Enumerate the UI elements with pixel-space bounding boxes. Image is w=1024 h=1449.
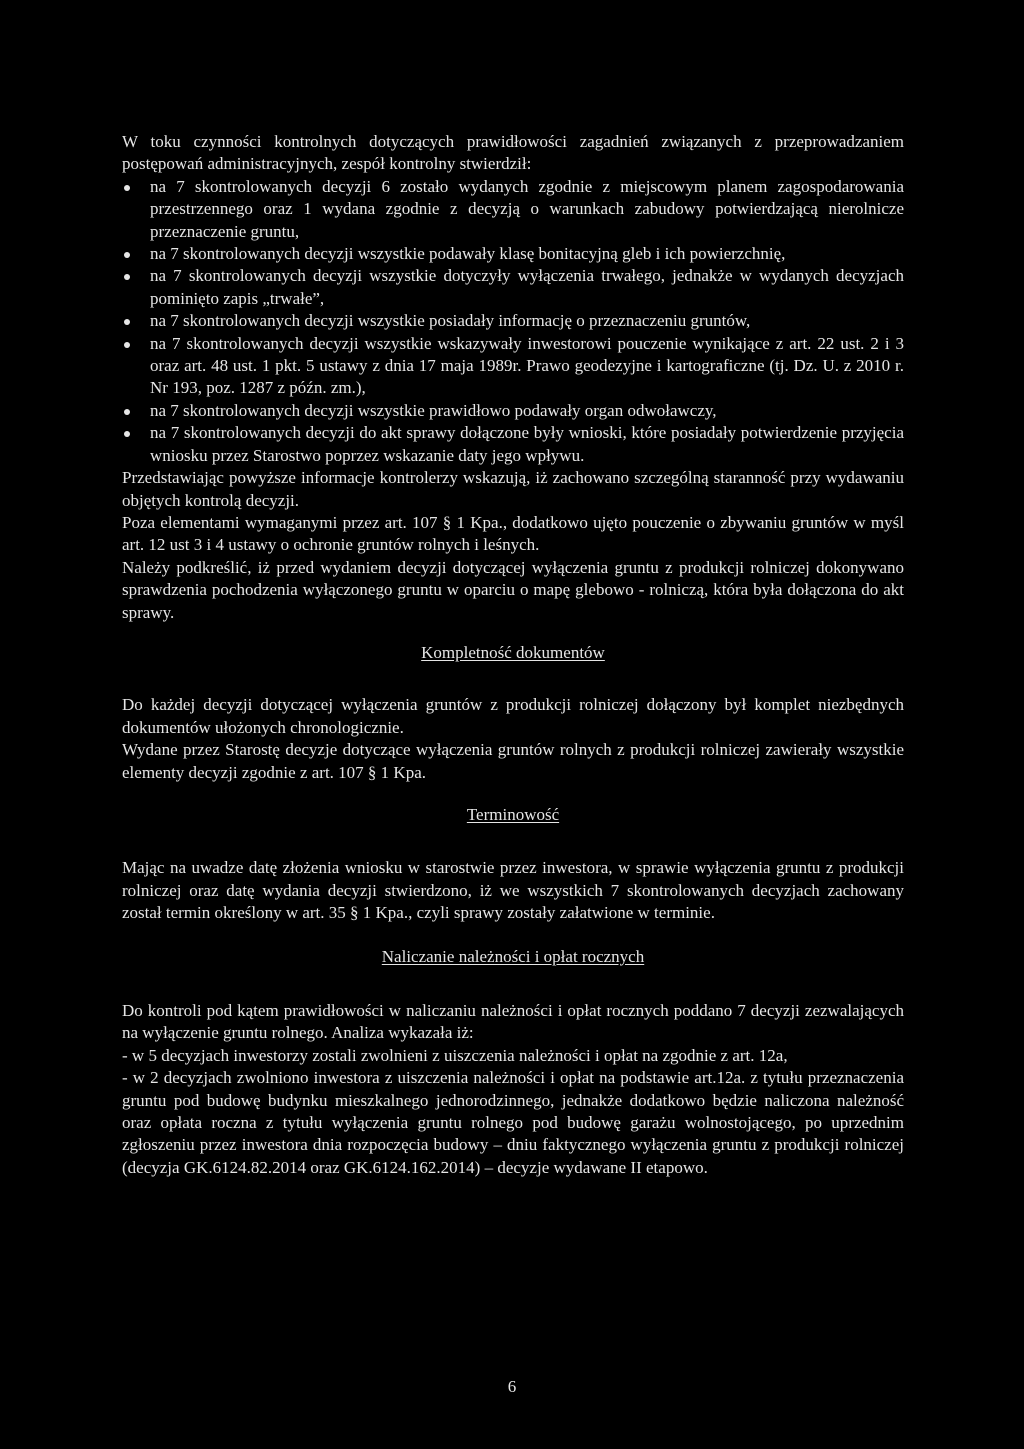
list-item [122,265,904,310]
intro-paragraph: W toku czynności kontrolnych dotyczących prawidłowości zagadnień związanych z przeprowadzaniem postępowań administracyjnych, zespół kontrolny stwierdził: [122,132,904,174]
bullet-icon [124,252,130,258]
summary-paragraph: Przedstawiając powyższe informacje kontrolerzy wskazują, iż zachowano szczególną staranność przy wydawaniu objętych kontrolą decyzji. [122,468,904,510]
list-item [122,422,904,467]
bullet-icon [124,409,130,415]
list-item-text: na 7 skontrolowanych decyzji wszystkie podawały klasę bonitacyjną gleb i ich powierzchnię, [150,244,786,264]
bullet-icon [124,431,130,437]
findings-list [122,176,904,467]
bullet-icon [124,319,130,325]
section-paragraph: - w 5 decyzjach inwestorzy zostali zwolnieni z uiszczenia należności i opłat na zgodnie z art. 12a, [122,1045,788,1065]
section-paragraph: - w 2 decyzjach zwolniono inwestora z uiszczenia należności i opłat na podstawie art.12a. z tytułu przeznaczenia gruntu pod budowę budynku mieszkalnego jednorodzinnego, jednakże dodatkowo będzie naliczona należność oraz opłata roczna z tytułu wyłączenia gruntu rolnego pod budowę garażu wolnostojącego, po uprzednim zgłoszeniu przez inwestora dnia rozpoczęcia budowy – dniu faktycznego wyłączenia gruntu z produkcji rolniczej (decyzja GK.6124.82.2014 oraz GK.6124.162.2014) – decyzje wydawane II etapowo. [122,1068,904,1177]
section-paragraph: Do każdej decyzji dotyczącej wyłączenia gruntów z produkcji rolniczej dołączony był komplet niezbędnych dokumentów ułożonych chronologicznie. [122,695,904,737]
list-item-text: na 7 skontrolowanych decyzji wszystkie prawidłowo podawały organ odwoławczy, [150,400,717,420]
page-content [122,131,904,1179]
list-item [122,310,904,332]
section-paragraph: Do kontroli pod kątem prawidłowości w naliczaniu należności i opłat rocznych poddano 7 decyzji zezwalających na wyłączenie gruntu rolnego. Analiza wykazała iż: [122,1001,904,1043]
summary-paragraph: Poza elementami wymaganymi przez art. 107 § 1 Kpa., dodatkowo ujęto pouczenie o zbywaniu gruntów w myśl art. 12 ust 3 i 4 ustawy o ochronie gruntów rolnych i leśnych. [122,512,904,555]
list-item-text: na 7 skontrolowanych decyzji wszystkie wskazywały inwestorowi pouczenie wynikające z art. 22 ust. 2 i 3 oraz art. 48 ust. 1 pkt. 5 ustawy z dnia 17 maja 1989r. Prawo geodezyjne i kartograficzne (tj. Dz. U. z 2010 r. Nr 193, poz. 1287 z późn. zm.), [150,333,904,398]
bullet-icon [124,342,130,348]
section-heading-completeness: Kompletność dokumentów [421,642,605,662]
bullet-icon [124,274,130,280]
list-item [122,333,904,400]
page-number: 6 [507,1377,517,1396]
list-item [122,176,904,243]
bullet-icon [124,185,130,191]
summary-paragraph: Należy podkreślić, iż przed wydaniem decyzji dotyczącej wyłączenia gruntu z produkcji rolniczej dokonywano sprawdzenia pochodzenia wyłączonego gruntu w oparciu o mapę glebowo - rolniczą, która była dołączona do akt sprawy. [122,557,904,622]
section-heading-timeliness: Terminowość [466,804,560,824]
list-item-text: na 7 skontrolowanych decyzji do akt sprawy dołączone były wnioski, które posiadały potwierdzenie przyjęcia wniosku przez Starostwo poprzez wskazanie daty jego wpływu. [150,423,904,465]
list-item-text: na 7 skontrolowanych decyzji wszystkie dotyczyły wyłączenia trwałego, jednakże w wydanych decyzjach pominięto zapis „trwałe”, [150,266,904,308]
list-item-text: na 7 skontrolowanych decyzji 6 zostało wydanych zgodnie z miejscowym planem zagospodarowania przestrzennego oraz 1 wydana zgodnie z decyzją o warunkach zabudowy potwierdzającą nierolnicze przeznaczenie gruntu, [150,176,904,241]
section-paragraph: Wydane przez Starostę decyzje dotyczące wyłączenia gruntów rolnych z produkcji rolniczej zawierały wszystkie elementy decyzji zgodnie z art. 107 § 1 Kpa. [122,740,904,782]
list-item [122,243,904,265]
section-paragraph: Mając na uwadze datę złożenia wniosku w starostwie przez inwestora, w sprawie wyłączenia gruntu z produkcji rolniczej oraz datę wydania decyzji stwierdzono, iż we wszystkich 7 skontrolowanych decyzjach zachowany został termin określony w art. 35 § 1 Kpa., czyli sprawy zostały załatwione w terminie. [122,858,904,923]
list-item [122,400,904,422]
list-item-text: na 7 skontrolowanych decyzji wszystkie posiadały informację o przeznaczeniu gruntów, [150,311,751,331]
section-heading-fees: Naliczanie należności i opłat rocznych [381,946,645,966]
